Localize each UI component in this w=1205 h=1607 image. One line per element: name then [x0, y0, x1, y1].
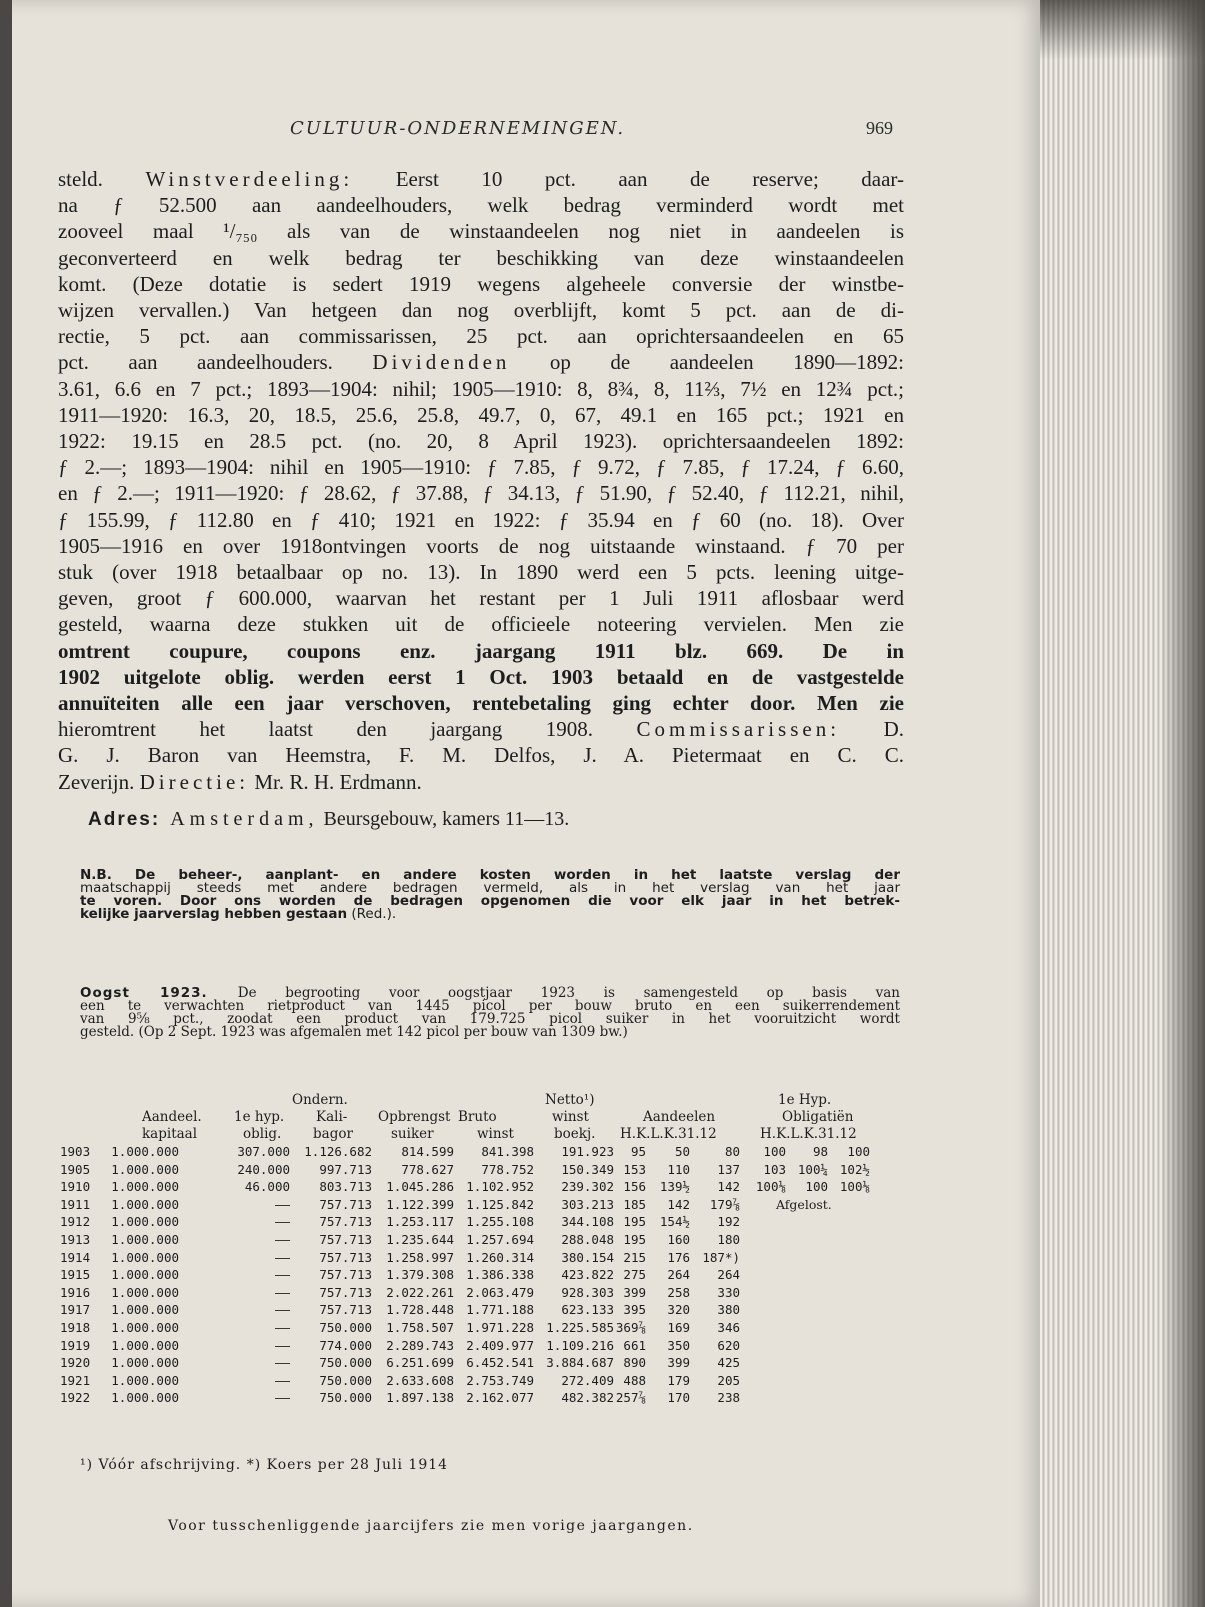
table-cell-kap: 1.000.000 — [111, 1232, 179, 1247]
table-cell-kali: 750.000 — [319, 1355, 372, 1371]
table-cell-h: 95 — [630, 1144, 646, 1159]
body-line-part: Winstverdeeling: — [145, 167, 354, 191]
table-cell-year: 1920 — [60, 1355, 91, 1371]
table-header-kapitaal: kapitaal — [142, 1126, 198, 1142]
table-cell-opb: 1.897.138 — [386, 1390, 454, 1406]
table-cell-hyp: —— — [274, 1320, 290, 1335]
body-line — [58, 429, 904, 455]
table-cell-k: 169 — [667, 1320, 690, 1335]
table-header-aandeel: Aandeel. — [142, 1109, 202, 1125]
table-footnote: ¹) Vóór afschrijving. *) Koers per 28 Juli 1914 — [80, 1457, 449, 1473]
table-header-boekj: boekj. — [554, 1126, 596, 1142]
body-line-part: na ƒ 52.500 aan aandeelhouders, welk bedrag verminderd wordt met — [58, 193, 904, 218]
body-line — [58, 743, 904, 769]
body-line — [58, 717, 904, 743]
body-line-part: geconverteerd en welk bedrag ter beschikking van deze winstaandeelen — [58, 245, 904, 270]
note-line — [80, 908, 900, 921]
table-cell-l: 205 — [717, 1372, 740, 1388]
table-cell-kap: 1.000.000 — [111, 1372, 179, 1388]
table-header-hyp1e: 1e hyp. — [234, 1109, 285, 1125]
address-rest: Beursgebouw, kamers 11—13. — [323, 808, 570, 830]
table-cell-year: 1917 — [60, 1302, 91, 1318]
table-cell-bruto: 841.398 — [481, 1144, 534, 1159]
table-cell-h: 195 — [623, 1232, 646, 1247]
table-cell-kap: 1.000.000 — [111, 1320, 179, 1335]
table-cell-k: 258 — [667, 1284, 690, 1300]
body-line-part: geven, groot ƒ 600.000, waarvan het restant per 1 Juli 1911 aflosbaar werd — [58, 586, 904, 611]
table-cell-h: 661 — [623, 1337, 646, 1353]
table-cell-bruto: 1.257.694 — [466, 1232, 534, 1247]
table-cell-h: 215 — [623, 1249, 646, 1265]
table-cell-netto: 239.302 — [561, 1179, 614, 1195]
table-cell-bruto: 1.255.108 — [466, 1214, 534, 1230]
address-line — [88, 808, 569, 831]
table-cell-kali: 757.713 — [319, 1249, 372, 1265]
table-cell-hyp: 46.000 — [244, 1179, 290, 1195]
table-cell-ol: 102½ — [839, 1161, 870, 1177]
table-cell-l: 380 — [717, 1302, 740, 1318]
table-cell-hyp: —— — [274, 1302, 290, 1318]
body-line-part: Directie: — [139, 769, 250, 794]
body-line-part: G. J. Baron van Heemstra, F. M. Delfos, J. A. Pietermaat en C. C. — [58, 743, 904, 768]
table-cell-hyp: —— — [274, 1284, 290, 1300]
table-cell-opb: 1.728.448 — [386, 1302, 454, 1318]
table-cell-kali: 803.713 — [319, 1179, 372, 1195]
table-cell-kali: 750.000 — [319, 1390, 372, 1406]
table-header-oblig: oblig. — [243, 1126, 282, 1142]
table-header-suiker: suiker — [391, 1126, 434, 1142]
table-cell-year: 1915 — [60, 1267, 91, 1283]
body-line-part: pct. aan aandeelhouders. — [58, 350, 373, 375]
body-line-part: komt. (Deze dotatie is sedert 1919 wegens algeheele conversie der winstbe- — [58, 271, 904, 296]
body-line-part: Dividenden — [372, 350, 511, 375]
body-line-part: annuïteiten alle een jaar verschoven, rentebetaling ging echter door. Men zie — [58, 691, 904, 715]
table-cell-kap: 1.000.000 — [111, 1144, 179, 1159]
table-cell-h: 195 — [623, 1214, 646, 1230]
table-cell-netto: 928.303 — [561, 1284, 614, 1300]
table-cell-opb: 1.758.507 — [386, 1320, 454, 1335]
table-cell-netto: 150.349 — [561, 1161, 614, 1177]
table-cell-hyp: —— — [274, 1232, 290, 1247]
table-cell-k: 154½ — [659, 1214, 690, 1230]
table-cell-bruto: 1.260.314 — [466, 1249, 534, 1265]
harvest-label: Oogst 1923. — [80, 985, 238, 1001]
table-cell-l: 346 — [717, 1320, 740, 1335]
harvest-text: van 9⅝ pct., zoodat een product van 179.725 picol suiker in het vooruitzicht wordt — [80, 1011, 900, 1027]
table-cell-opb: 1.253.117 — [386, 1214, 454, 1230]
table-cell-netto: 380.154 — [561, 1249, 614, 1265]
body-line — [58, 272, 904, 298]
body-line — [58, 612, 904, 638]
body-line-part: gesteld, waarna deze stukken uit de officieele noteering vervielen. Men zie — [58, 612, 904, 637]
table-cell-l: 179⅞ — [709, 1196, 740, 1212]
table-cell-kali: 1.126.682 — [304, 1144, 372, 1159]
table-cell-h: 153 — [623, 1161, 646, 1177]
table-cell-netto: 482.382 — [561, 1390, 614, 1406]
table-cell-bruto: 2.753.749 — [466, 1372, 534, 1388]
table-cell-netto: 423.822 — [561, 1267, 614, 1283]
table-cell-year: 1910 — [60, 1179, 91, 1195]
table-header-obligatien: Obligatiën — [782, 1109, 854, 1125]
harvest-line — [80, 1026, 900, 1039]
table-cell-bruto: 1.125.842 — [466, 1196, 534, 1212]
body-line — [58, 691, 904, 717]
table-header-winst: winst — [552, 1109, 589, 1125]
table-cell-k: 50 — [674, 1144, 690, 1159]
table-cell-netto: 1.109.216 — [546, 1337, 614, 1353]
harvest-text: De begrooting voor oogstjaar 1923 is samengesteld op basis van — [237, 985, 900, 1001]
table-cell-hyp: 240.000 — [237, 1161, 290, 1177]
table-cell-hyp: —— — [274, 1196, 290, 1212]
body-line-part: rectie, 5 pct. aan commissarissen, 25 pct. aan oprichtersaandeelen en 65 — [58, 324, 904, 349]
table-cell-k: 160 — [667, 1232, 690, 1247]
harvest-text: gesteld. (Op 2 Sept. 1923 was afgemalen met 142 picol per bouw van 1309 bw.) — [80, 1024, 628, 1040]
table-cell-bruto: 1.102.952 — [466, 1179, 534, 1195]
table-cell-k: 320 — [667, 1302, 690, 1318]
table-cell-hyp: —— — [274, 1249, 290, 1265]
body-line-part: stuk (over 1918 betaalbaar op no. 13). In 1890 werd een 5 pcts. leening uitge- — [58, 560, 904, 584]
body-line — [58, 350, 904, 376]
table-cell-opb: 2.633.608 — [386, 1372, 454, 1388]
table-cell-year: 1913 — [60, 1232, 91, 1247]
table-header-opbrengst: Opbrengst — [378, 1109, 451, 1125]
table-cell-year: 1922 — [60, 1390, 91, 1406]
body-line — [58, 770, 904, 796]
table-cell-netto: 303.213 — [561, 1196, 614, 1212]
table-cell-l: 142 — [717, 1179, 740, 1195]
body-line — [58, 246, 904, 272]
table-cell-kali: 757.713 — [319, 1196, 372, 1212]
table-cell-hyp: —— — [274, 1355, 290, 1371]
table-cell-bruto: 2.162.077 — [466, 1390, 534, 1406]
body-line-part: Mr. R. H. Erdmann. — [249, 769, 422, 794]
table-cell-netto: 1.225.585 — [546, 1320, 614, 1335]
table-cell-k: 170 — [667, 1390, 690, 1406]
table-cell-l: 330 — [717, 1284, 740, 1300]
harvest-paragraph — [80, 987, 900, 1039]
table-cell-opb: 2.289.743 — [386, 1337, 454, 1353]
body-line-part: ƒ 2.—; 1893—1904: nihil en 1905—1910: ƒ 7.85, ƒ 9.72, ƒ 7.85, ƒ 17.24, ƒ 6.60, — [58, 455, 904, 480]
table-cell-ok: 100 — [805, 1179, 828, 1195]
table-cell-hyp: —— — [274, 1337, 290, 1353]
table-cell-hyp: —— — [274, 1214, 290, 1230]
body-line — [58, 560, 904, 586]
table-cell-oblig-note: Afgelost. — [776, 1196, 832, 1212]
table-cell-ok: 98 — [812, 1144, 828, 1159]
body-line-part: 1911—1920: 16.3, 20, 18.5, 25.6, 25.8, 49.7, 0, 67, 49.1 en 165 pct.; 1921 en — [58, 402, 904, 427]
table-cell-bruto: 1.971.228 — [466, 1320, 534, 1335]
table-cell-l: 137 — [717, 1161, 740, 1177]
body-line — [58, 455, 904, 481]
body-line-part: Zeverijn. — [58, 769, 140, 794]
table-cell-kali: 757.713 — [319, 1232, 372, 1247]
page-edges — [1040, 0, 1205, 1607]
body-line-part: en ƒ 2.—; 1911—1920: ƒ 28.62, ƒ 37.88, ƒ 34.13, ƒ 51.90, ƒ 52.40, ƒ 112.21, nihil, — [58, 481, 904, 506]
table-cell-opb: 1.258.997 — [386, 1249, 454, 1265]
table-cell-h: 890 — [623, 1355, 646, 1371]
table-cell-kap: 1.000.000 — [111, 1249, 179, 1265]
table-cell-opb: 2.022.261 — [386, 1284, 454, 1300]
table-cell-oh: 103 — [763, 1161, 786, 1177]
body-line-part: 1922: 19.15 en 28.5 pct. (no. 20, 8 April 1923). oprichtersaandeelen 1892: — [58, 429, 904, 453]
table-header-aandeelen: Aandeelen — [643, 1109, 716, 1125]
table-cell-kap: 1.000.000 — [111, 1302, 179, 1318]
table-cell-opb: 814.599 — [401, 1144, 454, 1159]
table-header-kali: Kali- — [316, 1109, 348, 1125]
table-cell-kap: 1.000.000 — [111, 1355, 179, 1371]
table-cell-kap: 1.000.000 — [111, 1161, 179, 1177]
table-cell-kali: 750.000 — [319, 1372, 372, 1388]
body-line-part: omtrent coupure, coupons enz. jaargang 1911 blz. 669. De in — [58, 638, 904, 663]
table-cell-netto: 288.048 — [561, 1232, 614, 1247]
address-city: Amsterdam, — [170, 808, 319, 830]
table-cell-hyp: 307.000 — [237, 1144, 290, 1159]
table-cell-kali: 757.713 — [319, 1267, 372, 1283]
running-title: CULTUUR-ONDERNEMINGEN. — [290, 118, 626, 139]
table-cell-year: 1911 — [60, 1196, 91, 1212]
table-header-hyp: 1e Hyp. — [778, 1092, 832, 1108]
table-cell-h: 395 — [623, 1302, 646, 1318]
table-cell-netto: 344.108 — [561, 1214, 614, 1230]
table-cell-netto: 272.409 — [561, 1372, 614, 1388]
table-cell-year: 1914 — [60, 1249, 91, 1265]
table-cell-netto: 191.923 — [561, 1144, 614, 1159]
table-cell-l: 425 — [717, 1355, 740, 1371]
table-cell-kap: 1.000.000 — [111, 1179, 179, 1195]
table-cell-kali: 757.713 — [319, 1302, 372, 1318]
table-cell-kali: 774.000 — [319, 1337, 372, 1353]
body-line-part: hieromtrent het laatst den jaargang 1908. — [58, 717, 637, 742]
table-header-ondern: Ondern. — [292, 1092, 348, 1108]
table-cell-l: 180 — [717, 1232, 740, 1247]
note-normal: (Red.). — [347, 906, 397, 922]
table-cell-bruto: 1.386.338 — [466, 1267, 534, 1283]
body-line — [58, 534, 904, 560]
table-header-netto: Netto¹) — [545, 1092, 595, 1108]
table-cell-hyp: —— — [274, 1390, 290, 1406]
table-cell-k: 139½ — [659, 1179, 690, 1195]
table-cell-bruto: 778.752 — [481, 1161, 534, 1177]
table-cell-netto: 623.133 — [561, 1302, 614, 1318]
table-cell-kap: 1.000.000 — [111, 1196, 179, 1212]
body-line-part: 1905—1916 en over 1918ontvingen voorts de nog uitstaande winstaand. ƒ 70 per — [58, 533, 904, 558]
body-line — [58, 298, 904, 324]
page-number: 969 — [866, 118, 893, 138]
body-line — [58, 219, 904, 245]
page-gutter — [0, 0, 12, 1607]
table-cell-ok: 100¼ — [797, 1161, 828, 1177]
note-normal: maatschappij steeds met andere bedragen vermeld, als in het verslag van het jaar — [80, 880, 900, 896]
table-cell-k: 264 — [667, 1267, 690, 1283]
table-cell-netto: 3.884.687 — [546, 1355, 614, 1371]
table-cell-k: 110 — [667, 1161, 690, 1177]
table-cell-year: 1916 — [60, 1284, 91, 1300]
body-line-part: D. — [840, 717, 904, 742]
table-cell-l: 238 — [717, 1390, 740, 1406]
table-cell-oh: 100 — [763, 1144, 786, 1159]
table-cell-year: 1918 — [60, 1320, 91, 1335]
table-cell-opb: 6.251.699 — [386, 1355, 454, 1371]
table-cell-year: 1903 — [60, 1144, 91, 1159]
body-line-part: zooveel maal ¹/₇₅₀ als van de winstaandeelen nog niet in aandeelen is — [58, 219, 904, 244]
body-line-part: ƒ 155.99, ƒ 112.80 en ƒ 410; 1921 en 1922: ƒ 35.94 en ƒ 60 (no. 18). Over — [58, 507, 904, 532]
harvest-text: een te verwachten rietproduct van 1445 picol per bouw bruto en een suikerrendement — [80, 998, 900, 1014]
table-cell-k: 350 — [667, 1337, 690, 1353]
table-cell-h: 369⅞ — [615, 1320, 646, 1335]
body-line-part: 1902 uitgelote oblig. werden eerst 1 Oct. 1903 betaald en de vastgestelde — [58, 664, 904, 689]
table-cell-year: 1912 — [60, 1214, 91, 1230]
table-header-winst2: winst — [477, 1126, 514, 1142]
table-cell-kali: 757.713 — [319, 1214, 372, 1230]
table-cell-bruto: 6.452.541 — [466, 1355, 534, 1371]
table-cell-k: 142 — [667, 1196, 690, 1212]
table-cell-opb: 1.045.286 — [386, 1179, 454, 1195]
bottom-note: Voor tusschenliggende jaarcijfers zie men vorige jaargangen. — [168, 1518, 694, 1534]
body-line-part: steld. — [58, 167, 146, 191]
body-line — [58, 193, 904, 219]
table-header-bruto: Bruto — [458, 1109, 497, 1125]
body-line — [58, 324, 904, 350]
table-cell-kali: 757.713 — [319, 1284, 372, 1300]
table-cell-opb: 1.379.308 — [386, 1267, 454, 1283]
table-cell-h: 156 — [623, 1179, 646, 1195]
table-cell-year: 1905 — [60, 1161, 91, 1177]
table-cell-bruto: 1.771.188 — [466, 1302, 534, 1318]
table-cell-ol: 100⅛ — [839, 1179, 870, 1195]
table-cell-bruto: 2.063.479 — [466, 1284, 534, 1300]
table-cell-kap: 1.000.000 — [111, 1337, 179, 1353]
table-cell-k: 399 — [667, 1355, 690, 1371]
table-cell-oh: 100⅛ — [755, 1179, 786, 1195]
body-line-part: Commissarissen: — [636, 717, 841, 742]
table-cell-h: 275 — [623, 1267, 646, 1283]
body-line — [58, 403, 904, 429]
table-cell-kali: 997.713 — [319, 1161, 372, 1177]
table-header-hkl2: H.K.L.K.31.12 — [760, 1126, 857, 1142]
table-cell-h: 185 — [623, 1196, 646, 1212]
note-bold: N.B. De beheer-, aanplant- en andere kosten worden in het laatste verslag der — [80, 867, 900, 883]
body-line — [58, 508, 904, 534]
body-line — [58, 586, 904, 612]
table-cell-hyp: —— — [274, 1267, 290, 1283]
body-line-part: wijzen vervallen.) Van hetgeen dan nog overblijft, komt 5 pct. aan de di- — [58, 298, 904, 322]
table-cell-k: 179 — [667, 1372, 690, 1388]
table-cell-h: 257⅞ — [615, 1390, 646, 1406]
address-label: Adres: — [88, 809, 161, 830]
table-cell-kap: 1.000.000 — [111, 1214, 179, 1230]
table-cell-l: 187*) — [702, 1249, 740, 1265]
table-header-bagor: bagor — [313, 1126, 353, 1142]
table-cell-l: 264 — [717, 1267, 740, 1283]
table-cell-k: 176 — [667, 1249, 690, 1265]
table-cell-year: 1919 — [60, 1337, 91, 1353]
body-line — [58, 377, 904, 403]
table-cell-kap: 1.000.000 — [111, 1284, 179, 1300]
table-cell-kap: 1.000.000 — [111, 1267, 179, 1283]
body-line — [58, 639, 904, 665]
table-cell-opb: 1.235.644 — [386, 1232, 454, 1247]
body-line-part: Eerst 10 pct. aan de reserve; daar- — [353, 167, 904, 191]
table-cell-opb: 778.627 — [401, 1161, 454, 1177]
table-header-hkl: H.K.L.K.31.12 — [620, 1126, 717, 1142]
body-line — [58, 167, 904, 193]
table-cell-kali: 750.000 — [319, 1320, 372, 1335]
table-cell-year: 1921 — [60, 1372, 91, 1388]
table-cell-l: 192 — [717, 1214, 740, 1230]
table-cell-kap: 1.000.000 — [111, 1390, 179, 1406]
editor-note — [80, 869, 900, 921]
table-cell-bruto: 2.409.977 — [466, 1337, 534, 1353]
body-line-part: op de aandeelen 1890—1892: — [510, 350, 905, 375]
body-line — [58, 665, 904, 691]
table-cell-l: 80 — [724, 1144, 740, 1159]
table-cell-hyp: —— — [274, 1372, 290, 1388]
note-bold: te voren. Door ons worden de bedragen opgenomen die voor elk jaar in het betrek- — [80, 893, 900, 909]
table-cell-h: 399 — [623, 1284, 646, 1300]
table-cell-ol: 100 — [847, 1144, 870, 1159]
body-line — [58, 481, 904, 507]
note-bold: kelijke jaarverslag hebben gestaan — [80, 906, 348, 922]
table-cell-opb: 1.122.399 — [386, 1196, 454, 1212]
table-cell-h: 488 — [623, 1372, 646, 1388]
table-cell-l: 620 — [717, 1337, 740, 1353]
body-line-part: 3.61, 6.6 en 7 pct.; 1893—1904: nihil; 1905—1910: 8, 8¾, 8, 11⅔, 7½ en 12¾ pct.; — [58, 376, 904, 401]
